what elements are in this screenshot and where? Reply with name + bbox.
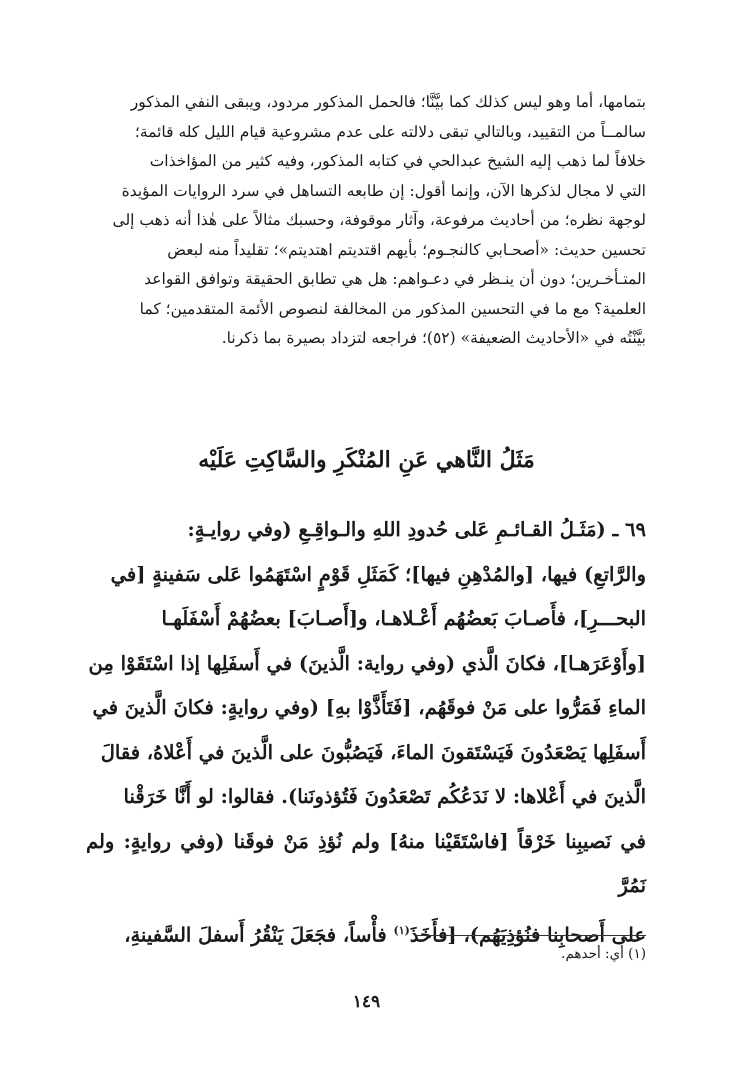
section-heading: مَثَلُ النَّاهي عَنِ المُنْكَرِ والسَّاكِتِ عَلَيْه xyxy=(198,447,535,473)
hadith-line: أَسفَلِها يَصْعَدُونَ فَيَسْتَقونَ الماءَ، فَيَصُبُّونَ على الَّذينَ في أَعْلاهُ، فقالَ xyxy=(100,740,646,764)
text-line: التي لا مجال لذكرها الآن، وإنما أقول: إن طابعه التساهل في سرد الروايات المؤيدة xyxy=(121,181,646,200)
text-line: تحسين حديث: «أصحـابي كالنجـوم؛ بأيهم اقتديتم اهتديتم»؛ تقليداً منه لبعض xyxy=(167,240,646,259)
hadith-line: والرَّاتعِ) فيها، [والمُدْهِنِ فيها]؛ كَمَثَلِ قَوْمٍ اسْتَهَمُوا عَلى سَفينةٍ [في xyxy=(110,562,646,586)
text-line: العلمية؟ مع ما في التحسين المذكور من المخالفة لنصوص الأئمة المتقدمين؛ كما xyxy=(139,299,646,318)
hadith-line: البحـــرِ]، فأَصـابَ بَعضُهُم أَعْـلاهـا، و[أَصـابَ] بعضُهُمْ أَسْفَلَهـا xyxy=(161,607,646,630)
page-number: ١٤٩ xyxy=(352,992,381,1012)
footnote-divider xyxy=(415,935,646,936)
text-line: لوجهة نظره؛ من أحاديث مرفوعة، وآثار موقوفة، وحسبك مثالاً على هٰذا أنه ذهب إلى xyxy=(112,211,646,229)
footnote-reference: (١) xyxy=(393,923,410,937)
hadith-line: [وأَوْعَرَهـا]، فكانَ الَّذي (وفي رواية: الَّذينَ) في أَسفَلِها إذا اسْتَقَوْا مِن xyxy=(88,651,646,675)
text-line: المتـأخـرين؛ دون أن ينـظر في دعـواهم: هل هي تطابق الحقيقة وتوافق القواعد xyxy=(144,270,646,288)
hadith-line-start: على أَصحابِنا فنُؤذِيَهُم)، [فأَخَذَ xyxy=(409,923,646,946)
text-line: بيَّنْتُه في «الأحاديث الضعيفة» (٥٢)؛ فراجعه لتزداد بصيرة بما ذكرنا. xyxy=(221,329,646,347)
hadith-line-end: فأْساً، فجَعَلَ يَنْقُرُ أَسفلَ السَّفينةِ، xyxy=(124,923,394,946)
text-line: بتمامها، أما وهو ليس كذلك كما بيَّنَّا؛ فالحمل المذكور مردود، ويبقى النفي المذكور xyxy=(130,93,646,111)
text-line: خلافاً لما ذهب إليه الشيخ عبدالحي في كتابه المذكور، وفيه كثير من المؤاخذات xyxy=(149,152,646,170)
footnote: (١) أي: أحدهم. xyxy=(561,946,646,962)
hadith-line: الماءِ فَمَرُّوا على مَنْ فوقَهُم، [فَتَأَذَّوْا بهِ] (وفي روايةٍ: فكانَ الَّذينَ في xyxy=(92,696,646,719)
hadith-line: في نَصيبِنا خَرْقاً [فاسْتَقَيْنا منهُ] ولم نُؤذِ مَنْ فوقَنا (وفي روايةٍ: ولم نَمُرَّ xyxy=(86,829,646,897)
commentary-paragraph xyxy=(86,88,646,354)
hadith-line: ٦٩ ـ (مَثَـلُ القـائـمِ عَلى حُدودِ اللهِ والـواقِـعِ (وفي روايـةٍ: xyxy=(187,518,646,541)
text-line: سالمــاً من التقييد، وبالتالي تبقى دلالته على عدم مشروعية قيام الليل كله قائمة؛ xyxy=(134,122,646,141)
hadith-line: الَّذينَ في أَعْلاها: لا نَدَعُكُم تَصْعَدُونَ فَتُؤذونَنا). فقالوا: لو أَنَّا خَرَقْنا xyxy=(123,785,646,808)
hadith-paragraph xyxy=(86,508,646,958)
